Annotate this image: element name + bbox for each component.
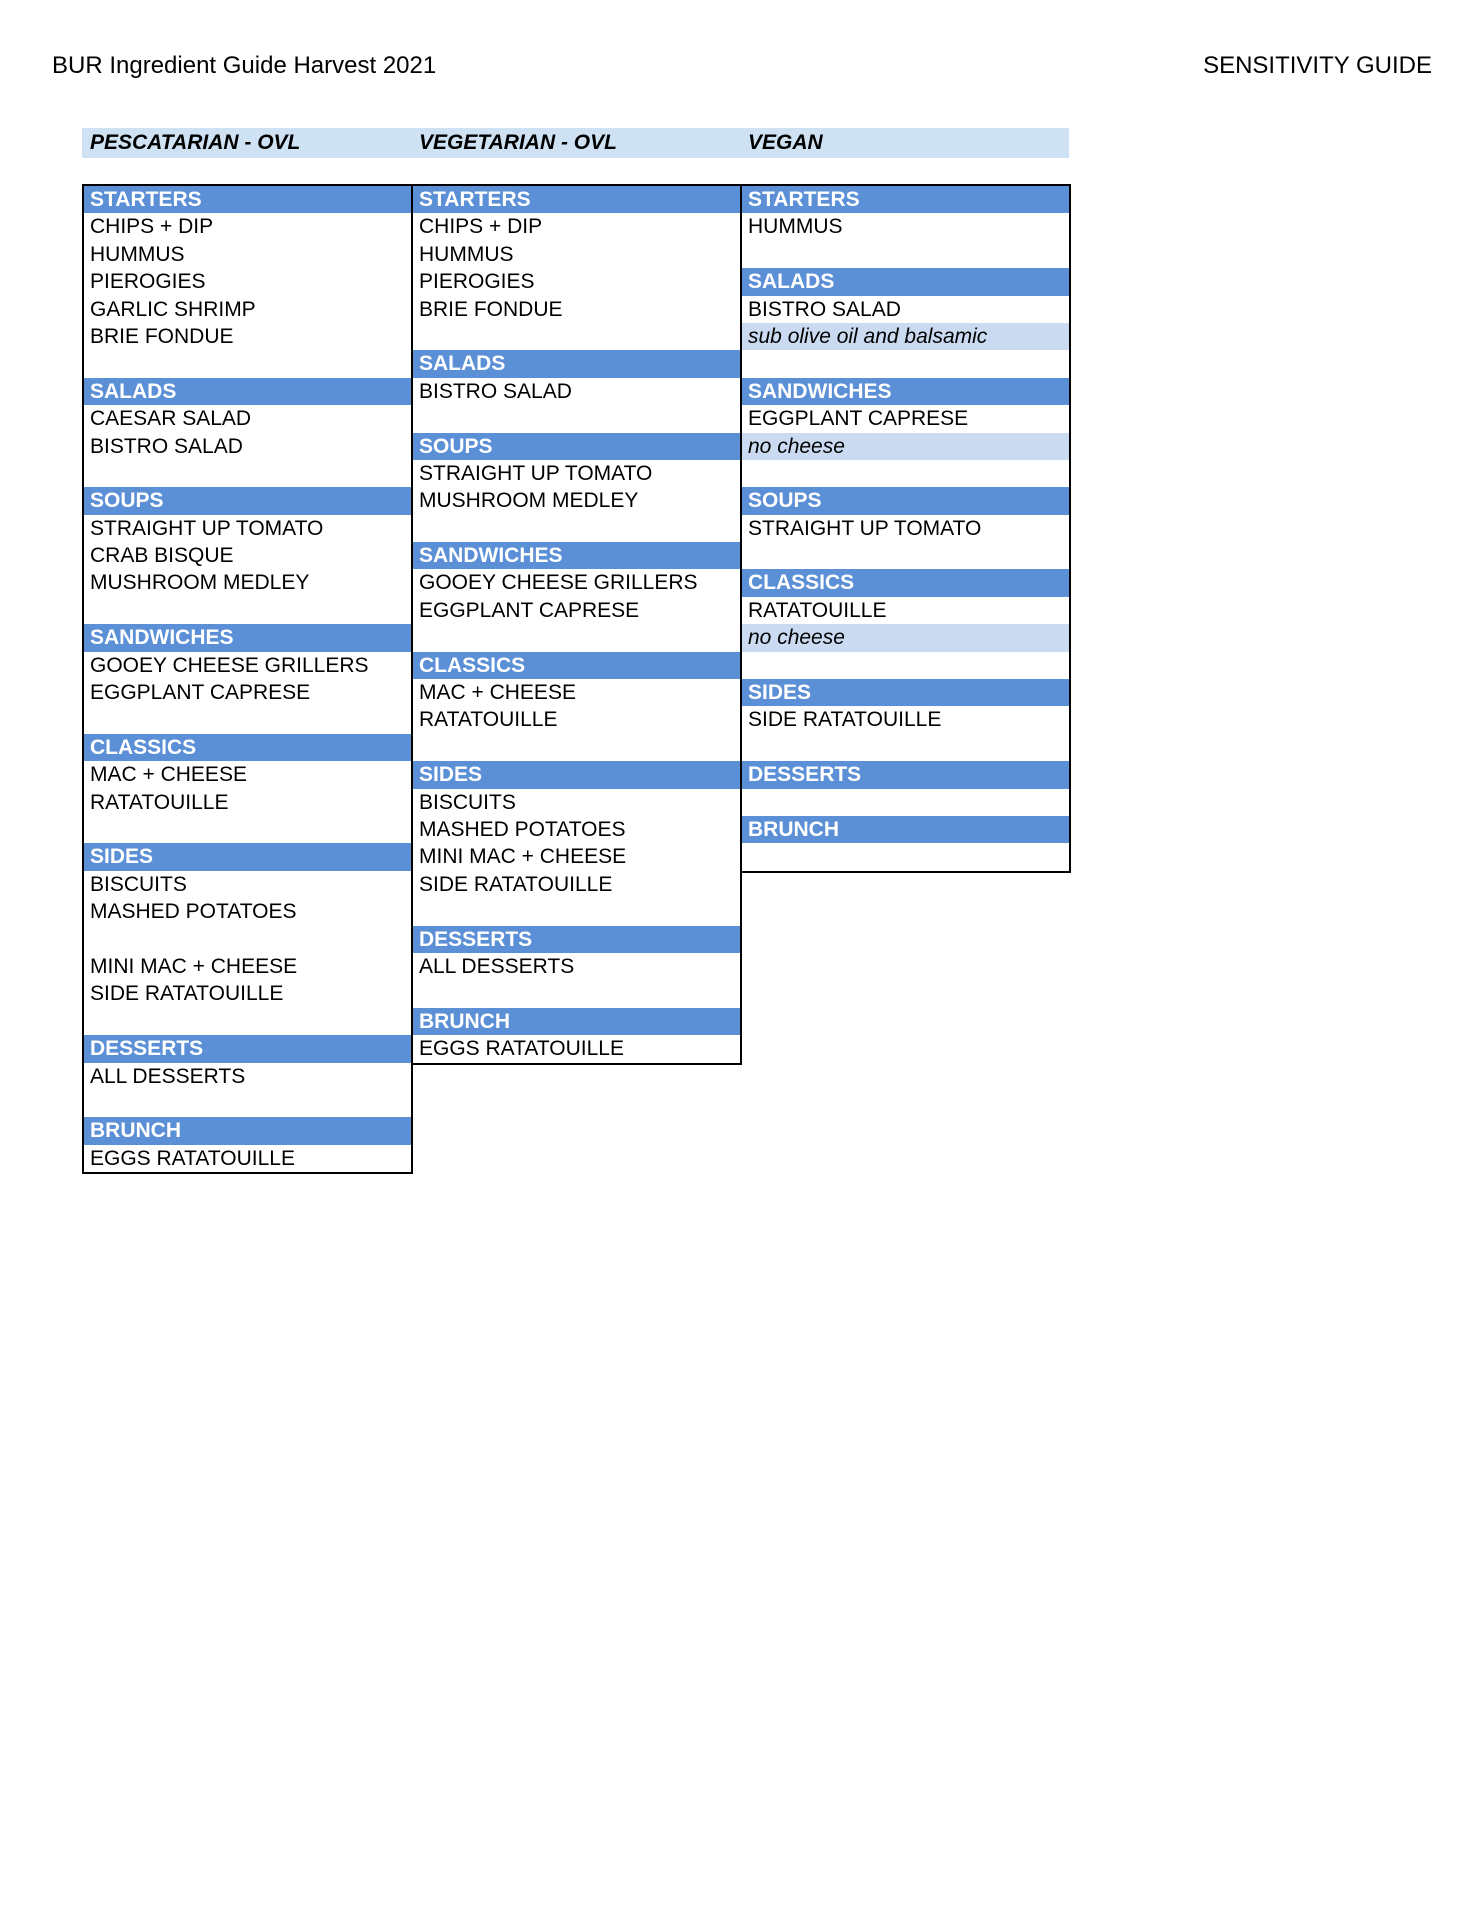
spacer-row (84, 706, 411, 733)
spacer-row (742, 652, 1069, 679)
spacer-row (84, 350, 411, 377)
menu-item: ALL DESSERTS (413, 953, 740, 980)
spacer-row (742, 789, 1069, 816)
spacer-row (742, 843, 1069, 870)
document-title: BUR Ingredient Guide Harvest 2021 (52, 52, 437, 79)
menu-item: MINI MAC + CHEESE (413, 843, 740, 870)
spacer-row (84, 597, 411, 624)
menu-item: HUMMUS (84, 241, 411, 268)
spacer-row (742, 460, 1069, 487)
section-header: SANDWICHES (742, 378, 1069, 405)
menu-item: BISCUITS (84, 871, 411, 898)
menu-item: EGGS RATATOUILLE (84, 1145, 411, 1172)
vegan-menu-column (740, 184, 1071, 873)
menu-item: SIDE RATATOUILLE (742, 706, 1069, 733)
menu-item: GOOEY CHEESE GRILLERS (413, 569, 740, 596)
menu-item: BISTRO SALAD (742, 296, 1069, 323)
section-header: BRUNCH (84, 1117, 411, 1144)
spacer-row (742, 241, 1069, 268)
spacer-row (413, 898, 740, 925)
column-heading-band (82, 128, 1069, 158)
menu-item: STRAIGHT UP TOMATO (84, 515, 411, 542)
spacer-row (742, 542, 1069, 569)
menu-item: CHIPS + DIP (84, 213, 411, 240)
section-header: SALADS (413, 350, 740, 377)
spacer-row (413, 734, 740, 761)
menu-item: BISCUITS (413, 789, 740, 816)
menu-item: EGGPLANT CAPRESE (413, 597, 740, 624)
section-header: SIDES (413, 761, 740, 788)
menu-item: PIEROGIES (84, 268, 411, 295)
section-header: SANDWICHES (413, 542, 740, 569)
spacer-row (84, 1008, 411, 1035)
menu-item: GARLIC SHRIMP (84, 296, 411, 323)
column-heading-vegan: VEGAN (748, 131, 823, 154)
menu-item: PIEROGIES (413, 268, 740, 295)
guide-type-label: SENSITIVITY GUIDE (1203, 52, 1432, 79)
section-header: SIDES (84, 843, 411, 870)
spacer-row (413, 980, 740, 1007)
spacer-row (84, 816, 411, 843)
section-header: SOUPS (742, 487, 1069, 514)
section-header: BRUNCH (413, 1008, 740, 1035)
menu-item: BISTRO SALAD (84, 433, 411, 460)
spacer-row (742, 350, 1069, 377)
section-header: CLASSICS (742, 569, 1069, 596)
pescatarian-menu-column (82, 184, 413, 1174)
menu-item: MUSHROOM MEDLEY (84, 569, 411, 596)
modification-note: no cheese (742, 433, 1069, 460)
menu-item: MASHED POTATOES (84, 898, 411, 925)
section-header: CLASSICS (84, 734, 411, 761)
section-header: STARTERS (84, 186, 411, 213)
menu-item: HUMMUS (742, 213, 1069, 240)
spacer-row (413, 515, 740, 542)
menu-item: GOOEY CHEESE GRILLERS (84, 652, 411, 679)
section-header: STARTERS (413, 186, 740, 213)
menu-item: ALL DESSERTS (84, 1063, 411, 1090)
menu-item: EGGPLANT CAPRESE (742, 405, 1069, 432)
vegetarian-menu-column (411, 184, 742, 1065)
menu-item: EGGS RATATOUILLE (413, 1035, 740, 1062)
spacer-row (413, 323, 740, 350)
menu-item: HUMMUS (413, 241, 740, 268)
spacer-row (84, 926, 411, 953)
menu-item: MAC + CHEESE (413, 679, 740, 706)
menu-item: SIDE RATATOUILLE (84, 980, 411, 1007)
spacer-row (413, 624, 740, 651)
section-header: SANDWICHES (84, 624, 411, 651)
section-header: STARTERS (742, 186, 1069, 213)
section-header: DESSERTS (84, 1035, 411, 1062)
modification-note: sub olive oil and balsamic (742, 323, 1069, 350)
menu-item: RATATOUILLE (742, 597, 1069, 624)
section-header: SOUPS (413, 433, 740, 460)
column-heading-pescatarian: PESCATARIAN - OVL (90, 131, 301, 154)
section-header: SALADS (84, 378, 411, 405)
spacer-row (742, 734, 1069, 761)
section-header: DESSERTS (742, 761, 1069, 788)
menu-item: RATATOUILLE (413, 706, 740, 733)
menu-item: STRAIGHT UP TOMATO (413, 460, 740, 487)
menu-item: CAESAR SALAD (84, 405, 411, 432)
menu-item: BRIE FONDUE (84, 323, 411, 350)
menu-item: CRAB BISQUE (84, 542, 411, 569)
section-header: SIDES (742, 679, 1069, 706)
menu-item: SIDE RATATOUILLE (413, 871, 740, 898)
column-heading-vegetarian: VEGETARIAN - OVL (419, 131, 617, 154)
menu-item: BISTRO SALAD (413, 378, 740, 405)
menu-item: BRIE FONDUE (413, 296, 740, 323)
menu-item: RATATOUILLE (84, 789, 411, 816)
menu-item: MAC + CHEESE (84, 761, 411, 788)
menu-item: MINI MAC + CHEESE (84, 953, 411, 980)
modification-note: no cheese (742, 624, 1069, 651)
section-header: BRUNCH (742, 816, 1069, 843)
section-header: CLASSICS (413, 652, 740, 679)
section-header: DESSERTS (413, 926, 740, 953)
menu-item: MASHED POTATOES (413, 816, 740, 843)
spacer-row (84, 1090, 411, 1117)
menu-item: STRAIGHT UP TOMATO (742, 515, 1069, 542)
spacer-row (413, 405, 740, 432)
menu-item: MUSHROOM MEDLEY (413, 487, 740, 514)
spacer-row (84, 460, 411, 487)
menu-item: CHIPS + DIP (413, 213, 740, 240)
section-header: SOUPS (84, 487, 411, 514)
section-header: SALADS (742, 268, 1069, 295)
menu-item: EGGPLANT CAPRESE (84, 679, 411, 706)
